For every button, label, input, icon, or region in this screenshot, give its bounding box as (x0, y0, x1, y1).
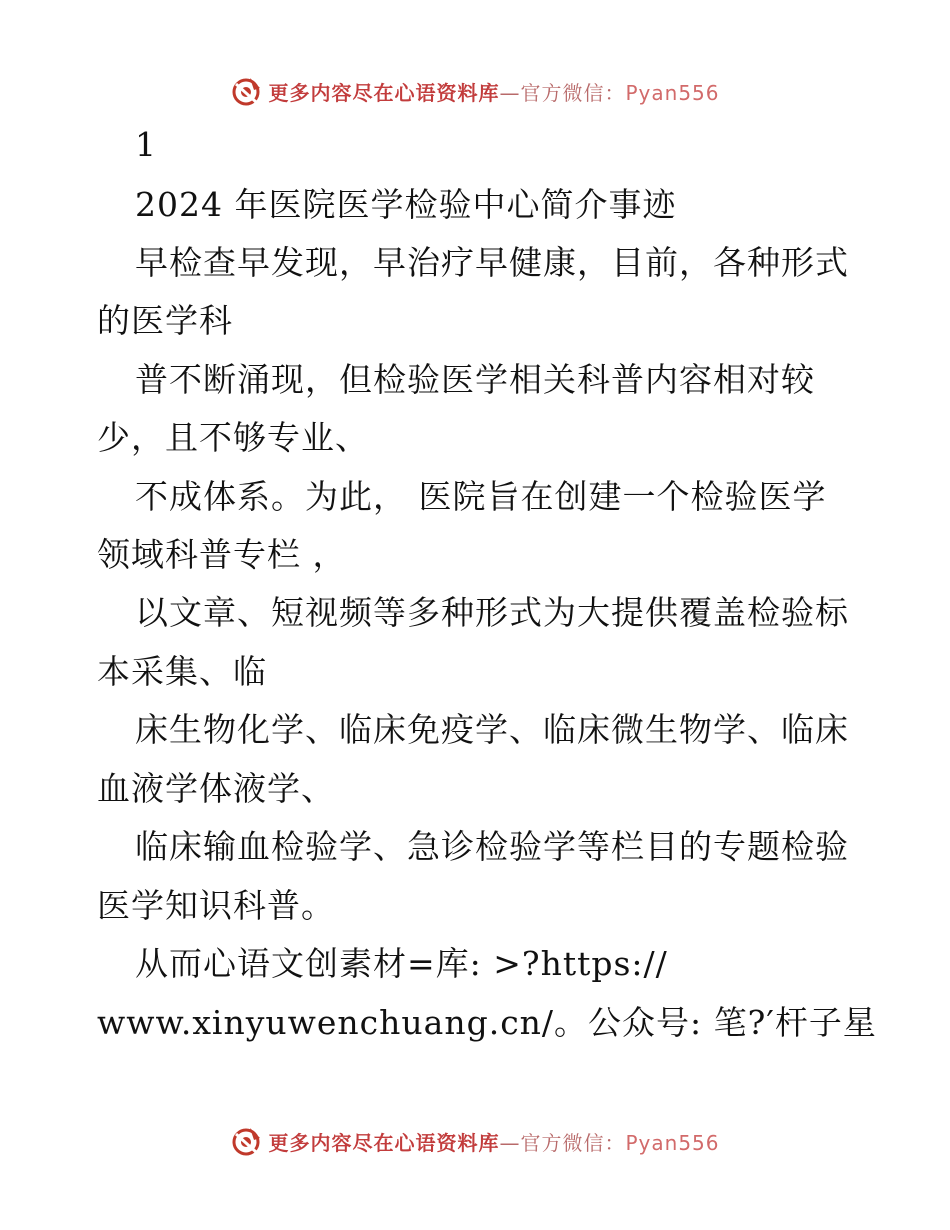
watermark-wechat-id: Pyan556 (625, 80, 720, 105)
watermark-dash: — (499, 1130, 521, 1155)
paragraph-line: 以文章、短视频等多种形式为大提供覆盖检验标 (135, 593, 849, 632)
watermark-wechat-label: 官方微信： (520, 80, 626, 105)
paragraph-line: www.xinyuwenchuang.cn/。公众号: 笔?′杆子星 (97, 1003, 877, 1042)
watermark-dash: — (499, 80, 521, 105)
paragraph-line: 普不断涌现，但检验医学相关科普内容相对较 (135, 360, 815, 399)
paragraph-line: 从而心语文创素材=库: >?https:// (135, 944, 668, 983)
watermark-main-text: 更多内容尽在心语资料库 (268, 1130, 500, 1155)
watermark-wechat-label: 官方微信： (520, 1130, 626, 1155)
paragraph-line: 本采集、临 (97, 652, 267, 691)
watermark-main-text: 更多内容尽在心语资料库 (268, 80, 500, 105)
paragraph-line: 床生物化学、临床免疫学、临床微生物学、临床 (135, 710, 849, 749)
page-number: 1 (135, 125, 157, 164)
paragraph-line: 领域科普专栏 ， (97, 535, 347, 574)
paragraph-line: 医学知识科普。 (97, 886, 335, 925)
paragraph-line: 的医学科 (97, 301, 233, 340)
document-title: 2024 年医院医学检验中心简介事迹 (135, 185, 677, 224)
paragraph-line: 少，且不够专业、 (97, 418, 369, 457)
brand-logo-icon (230, 1124, 264, 1158)
paragraph-line: 血液学体液学、 (97, 769, 335, 808)
paragraph-line: 早检查早发现，早治疗早健康，目前，各种形式 (135, 243, 849, 282)
watermark-wechat-id: Pyan556 (625, 1130, 720, 1155)
paragraph-line: 不成体系。为此， 医院旨在创建一个检验医学 (135, 477, 827, 516)
paragraph-line: 临床输血检验学、急诊检验学等栏目的专题检验 (135, 827, 849, 866)
footer-watermark (0, 1121, 950, 1161)
